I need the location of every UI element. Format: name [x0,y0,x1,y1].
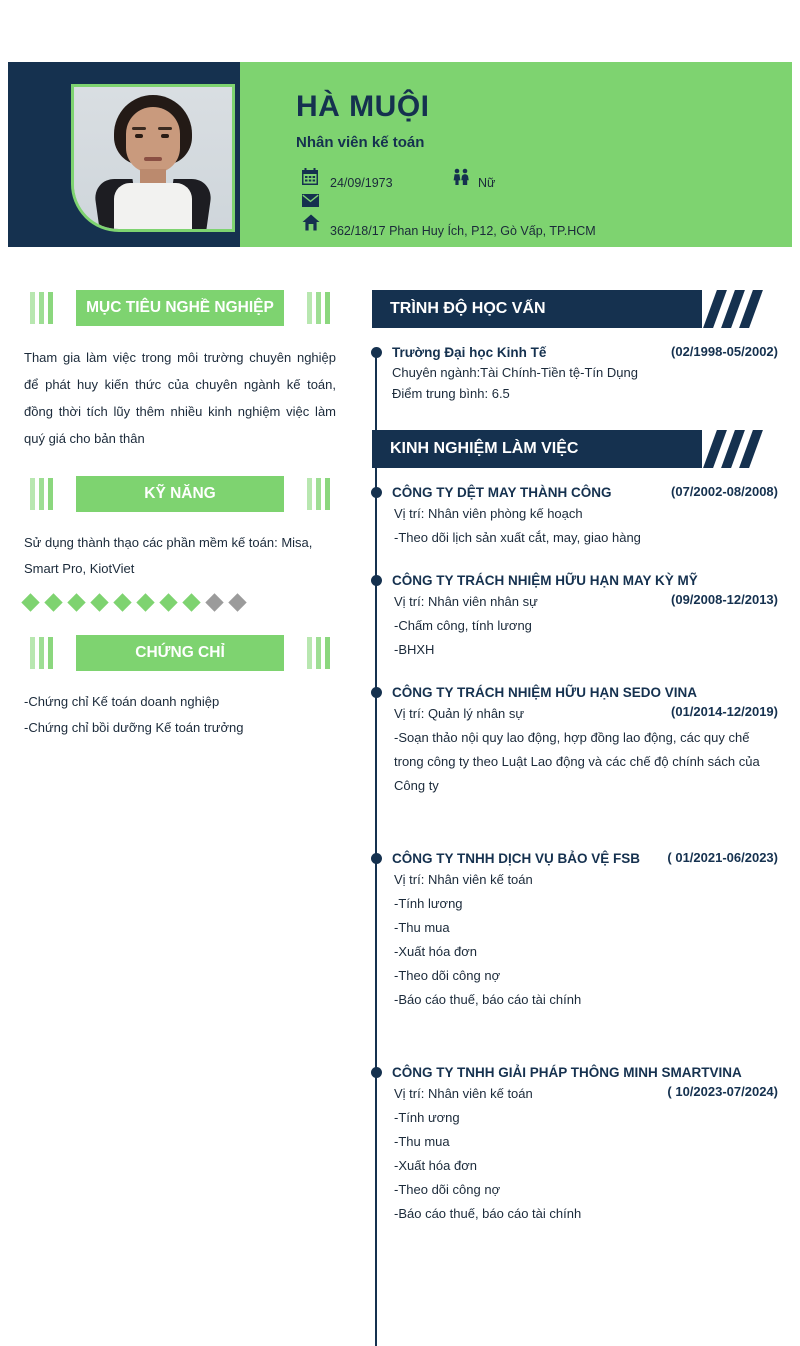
address-value: 362/18/17 Phan Huy Ích, P12, Gò Vấp, TP.HCM [330,224,596,238]
stripe-decor-right [307,478,330,510]
section-heading-experience [372,430,778,468]
rating-diamond [21,593,39,611]
experience-date: (07/2002-08/2008) [671,484,778,499]
mail-icon [302,194,319,212]
experience-duty: -Thu mua [394,1134,450,1149]
rating-diamond [136,593,154,611]
experience-date: (09/2008-12/2013) [671,592,778,607]
objective-heading-label: MỤC TIÊU NGHỀ NGHIỆP [86,299,274,316]
rating-diamond [90,593,108,611]
education-timeline [372,344,778,404]
experience-role: Vị trí: Quản lý nhân sự [394,706,525,721]
section-heading-education [372,290,778,328]
experience-date: ( 10/2023-07/2024) [667,1084,778,1099]
certificates-heading-label: CHỨNG CHỈ [135,644,225,661]
experience-company: CÔNG TY TRÁCH NHIỆM HỮU HẠN MAY KỲ MỸ [392,573,698,588]
experience-duty: -Báo cáo thuế, báo cáo tài chính [394,992,582,1007]
page-title: HÀ MUỘI [296,90,430,123]
job-title: Nhân viên kế toán [296,134,425,151]
experience-role: Vị trí: Nhân viên kế toán [394,872,533,887]
experience-role: Vị trí: Nhân viên nhân sự [394,594,538,609]
list-item [392,850,778,1012]
experience-duty: -Theo dõi lịch sản xuất cắt, may, giao hàng [394,530,641,545]
experience-date: ( 01/2021-06/2023) [667,850,778,865]
objective-text: Tham gia làm việc trong môi trường chuyên nghiệp để phát huy kiến thức của chuyên ngành kế toán, đồng thời tích lũy thêm nhiều kinh nghiệm việc làm quý giá cho bản thân [24,350,336,446]
section-heading-objective [24,290,336,326]
cv-header [8,62,792,247]
left-column [24,290,336,741]
gender-value: Nữ [478,176,496,190]
experience-duty: -Theo dõi công nợ [394,1182,501,1197]
experience-role: Vị trí: Nhân viên phòng kế hoạch [394,506,583,521]
experience-duty: -Soạn thảo nội quy lao động, hợp đồng lao động, các quy chế trong công ty theo Luật Lao động và các chế độ chính sách của Công ty [394,730,760,793]
list-item [392,1064,778,1226]
section-heading-certificates [24,635,336,671]
education-heading-label: TRÌNH ĐỘ HỌC VẤN [390,300,546,317]
experience-date: (01/2014-12/2019) [671,704,778,719]
list-item [392,684,778,798]
skills-heading-label: KỸ NĂNG [144,485,216,502]
rating-diamond [159,593,177,611]
stripe-decor-left [30,478,53,510]
experience-company: CÔNG TY TRÁCH NHIỆM HỮU HẠN SEDO VINA [392,685,697,700]
gender-icon [452,168,470,191]
experience-duty: -Thu mua [394,920,450,935]
rating-diamond-empty [228,593,246,611]
stripe-decor-left [30,292,53,324]
experience-company: CÔNG TY TNHH GIẢI PHÁP THÔNG MINH SMARTVINA [392,1065,742,1080]
home-icon [302,214,320,236]
rating-diamond [67,593,85,611]
experience-role: Vị trí: Nhân viên kế toán [394,1086,533,1101]
section-heading-skills [24,476,336,512]
calendar-icon [302,168,318,190]
education-major: Chuyên ngành:Tài Chính-Tiền tệ-Tín Dụng [392,365,638,380]
education-school: Trường Đại học Kinh Tế [392,345,547,360]
experience-heading-label: KINH NGHIỆM LÀM VIỆC [390,440,579,457]
avatar [71,84,235,232]
rating-diamond [113,593,131,611]
list-item: -Chứng chỉ Kế toán doanh nghiệp [24,694,220,709]
rating-diamond-empty [205,593,223,611]
stripe-decor-right [307,637,330,669]
rating-diamond [182,593,200,611]
education-date: (02/1998-05/2002) [671,344,778,359]
list-item [392,484,778,550]
experience-duty: -Tính lương [394,896,463,911]
education-gpa: Điểm trung bình: 6.5 [392,386,510,401]
date-of-birth: 24/09/1973 [330,176,393,190]
stripe-decor-left [30,637,53,669]
experience-duty: -Chấm công, tính lương [394,618,532,633]
list-item [392,344,778,404]
skill-rating [24,596,336,609]
experience-duty: -Tính ương [394,1110,460,1125]
experience-duty: -Theo dõi công nợ [394,968,501,983]
experience-duty: -BHXH [394,642,435,657]
experience-duty: -Xuất hóa đơn [394,944,477,959]
list-item: -Chứng chỉ bồi dưỡng Kế toán trưởng [24,720,244,735]
stripe-decor-right [307,292,330,324]
skills-text: Sử dụng thành thạo các phần mềm kế toán: Misa, Smart Pro, KiotViet [24,535,313,576]
experience-timeline [372,484,778,1226]
experience-company: CÔNG TY DỆT MAY THÀNH CÔNG [392,485,612,500]
right-column [372,290,778,1248]
list-item [392,572,778,662]
portrait-photo [74,87,232,229]
experience-duty: -Xuất hóa đơn [394,1158,477,1173]
rating-diamond [44,593,62,611]
experience-duty: -Báo cáo thuế, báo cáo tài chính [394,1206,582,1221]
experience-company: CÔNG TY TNHH DỊCH VỤ BẢO VỆ FSB [392,851,641,866]
